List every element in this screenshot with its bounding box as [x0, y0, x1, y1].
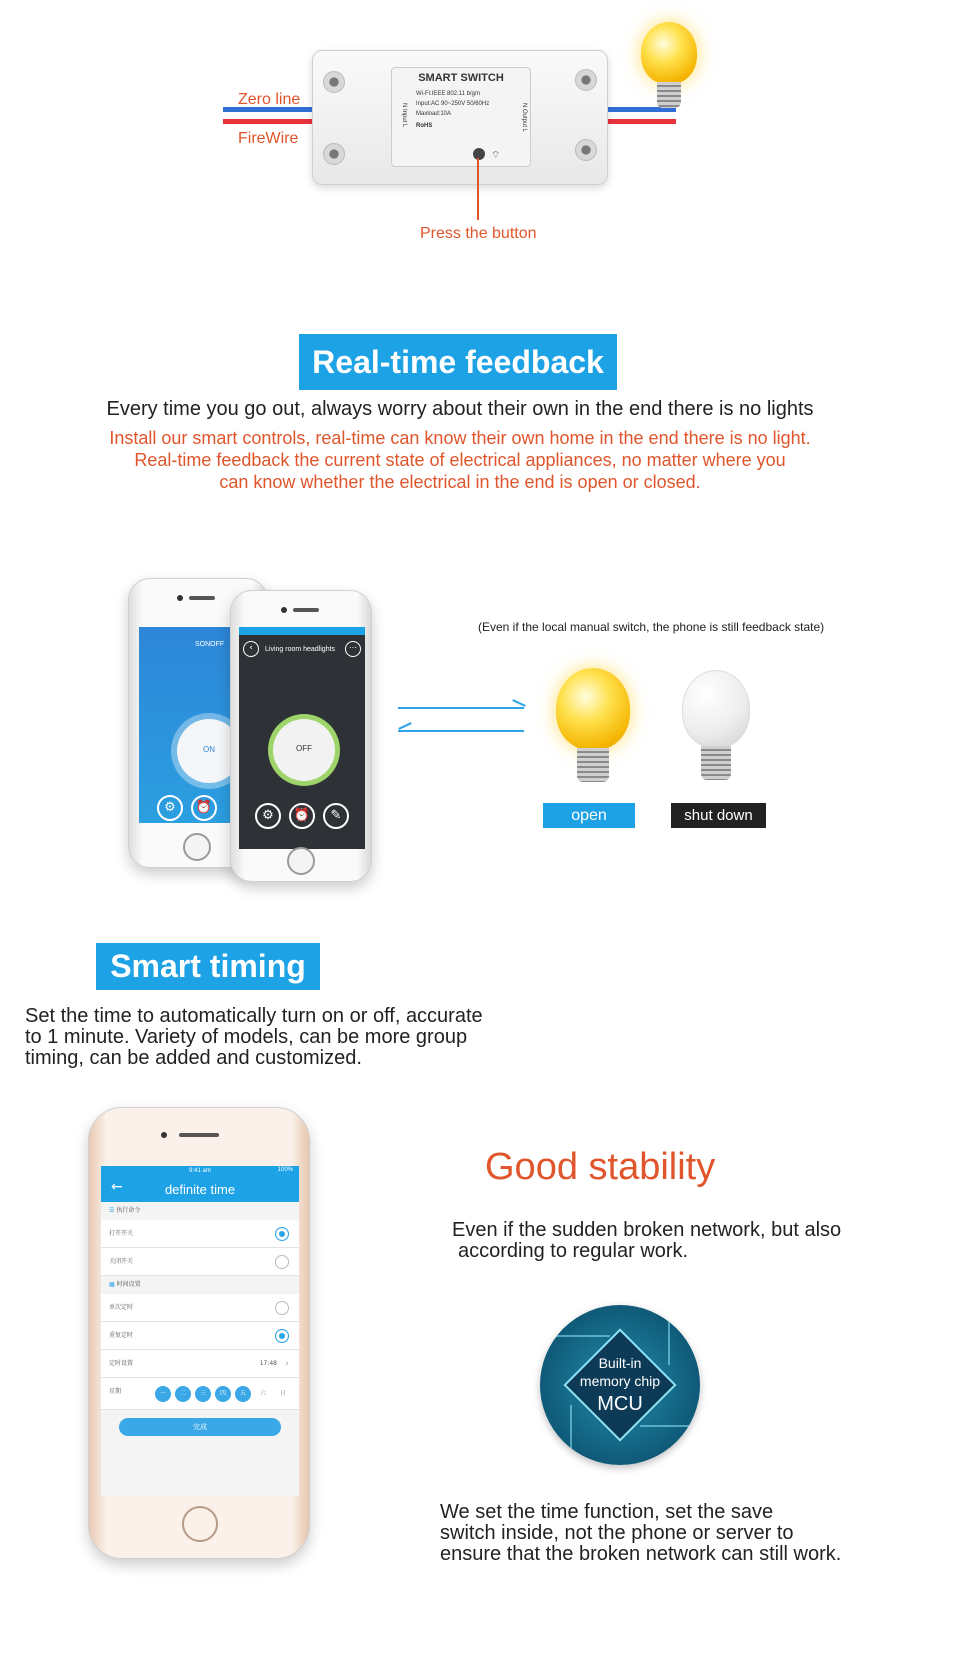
stability-line: according to regular work.: [458, 1240, 689, 1262]
timing-line: Set the time to automatically turn on or off, accurate: [25, 1005, 483, 1027]
terminal-output-label: N Output L: [521, 103, 527, 133]
stability-bottom-line: switch inside, not the phone or server to: [440, 1522, 794, 1544]
list-item[interactable]: [101, 1248, 299, 1276]
day-chip[interactable]: 六: [255, 1386, 271, 1402]
app-title: Living room headlights: [265, 646, 336, 653]
back-arrow-icon[interactable]: ←: [111, 1179, 123, 1195]
settings-icon[interactable]: ⚙: [157, 795, 183, 821]
light-bulb-off-icon: [682, 670, 750, 748]
phone-timing: [88, 1107, 310, 1559]
bulb-base-icon: [657, 82, 681, 108]
rohs-mark: RoHS: [416, 123, 433, 129]
power-toggle[interactable]: [273, 719, 335, 781]
wifi-icon: ⌔: [491, 150, 501, 161]
device-brand: SMART SWITCH: [418, 72, 504, 84]
stability-bottom-line: ensure that the broken network can still work.: [440, 1543, 842, 1565]
section-header: [101, 1202, 299, 1220]
feedback-line: Install our smart controls, real-time can know their own home in the end there is no light.: [109, 428, 811, 448]
bulb-base-icon: [577, 748, 609, 782]
row-label: 打开开关: [109, 1230, 134, 1237]
device-spec-line: Maxload:10A: [416, 111, 452, 117]
app-header: [101, 1176, 299, 1202]
fire-wire-label: FireWire: [238, 130, 299, 147]
phone-front: [230, 590, 372, 882]
more-icon[interactable]: ⋯: [345, 641, 361, 657]
speaker-icon: [179, 1133, 219, 1137]
calendar-icon: ▦: [109, 1281, 115, 1288]
section-label: 时间设置: [116, 1281, 141, 1288]
app-title: SONOFF: [195, 641, 225, 648]
terminal-input-label: N Input L: [401, 103, 407, 128]
light-bulb-on-icon: [556, 668, 630, 750]
list-item[interactable]: [101, 1294, 299, 1322]
radio-on[interactable]: [275, 1227, 289, 1241]
smart-switch-device: [312, 50, 608, 185]
open-badge: open: [543, 803, 635, 828]
fire-wire-out: [606, 119, 676, 124]
stability-bottom-line: We set the time function, set the save: [440, 1501, 774, 1523]
power-toggle-label: OFF: [296, 744, 312, 753]
chip-text: MCU: [597, 1393, 643, 1415]
list-item[interactable]: [101, 1322, 299, 1350]
list-item[interactable]: [101, 1220, 299, 1248]
fire-wire: [223, 119, 315, 124]
list-item[interactable]: [101, 1378, 299, 1410]
press-pointer-line: [477, 158, 479, 220]
phone-front-screen: [239, 627, 365, 849]
feedback-title: Real-time feedback: [299, 334, 617, 390]
status-battery: 100%: [277, 1167, 293, 1173]
arrow-left-line: [398, 730, 524, 732]
done-button[interactable]: 完成: [119, 1418, 281, 1436]
home-button[interactable]: [287, 847, 315, 875]
status-bar: [239, 627, 365, 635]
speaker-icon: [189, 596, 215, 600]
day-chip[interactable]: 日: [275, 1386, 291, 1402]
home-button[interactable]: [182, 1506, 218, 1542]
list-icon: ☰: [109, 1207, 115, 1214]
app-header-title: definite time: [164, 1182, 236, 1197]
radio-once[interactable]: [275, 1301, 289, 1315]
pair-button[interactable]: [473, 148, 485, 160]
timing-line: timing, can be added and customized.: [25, 1047, 362, 1069]
back-icon[interactable]: ‹: [243, 641, 259, 657]
shut-down-badge: shut down: [671, 803, 766, 828]
timing-line: to 1 minute. Variety of models, can be more group: [25, 1026, 468, 1048]
alarm-icon[interactable]: ⏰: [289, 803, 315, 829]
stability-line: Even if the sudden broken network, but also: [452, 1219, 842, 1241]
feedback-intro: Every time you go out, always worry about their own in the end there is no lights: [106, 398, 814, 420]
settings-icon[interactable]: ⚙: [255, 803, 281, 829]
day-chip[interactable]: 一: [155, 1386, 171, 1402]
status-time: 9:41 am: [189, 1168, 211, 1174]
camera-icon: [177, 595, 183, 601]
feedback-line: can know whether the electrical in the end is open or closed.: [219, 472, 701, 492]
section-header: [101, 1276, 299, 1294]
light-bulb-on-icon: [641, 22, 697, 84]
tag-icon[interactable]: ✎: [323, 803, 349, 829]
chip-text: Built-in: [598, 1355, 642, 1371]
day-chip[interactable]: 四: [215, 1386, 231, 1402]
row-label: 定时设置: [109, 1360, 134, 1367]
zero-line-label: Zero line: [238, 91, 301, 108]
row-label: 关闭开关: [109, 1258, 134, 1265]
feedback-note: (Even if the local manual switch, the phone is still feedback state): [478, 620, 825, 634]
speaker-icon: [293, 608, 319, 612]
status-bar: [101, 1166, 299, 1176]
list-item[interactable]: [101, 1350, 299, 1378]
radio-off[interactable]: [275, 1255, 289, 1269]
day-chip[interactable]: 五: [235, 1386, 251, 1402]
arrow-left-head: [398, 722, 412, 730]
time-value: 17:48: [259, 1360, 277, 1367]
circuit-trace: [640, 1425, 695, 1427]
device-spec-line: Wi-Fi:IEEE 802.11 b/g/n: [416, 91, 480, 97]
screw-icon: [323, 71, 345, 93]
arrow-right-line: [398, 707, 524, 709]
alarm-icon[interactable]: ⏰: [191, 795, 217, 821]
camera-icon: [281, 607, 287, 613]
camera-icon: [161, 1132, 167, 1138]
power-toggle-label: ON: [203, 745, 215, 754]
day-chip[interactable]: 二: [175, 1386, 191, 1402]
stability-title: Good stability: [485, 1146, 716, 1188]
screw-icon: [575, 139, 597, 161]
home-button[interactable]: [183, 833, 211, 861]
day-chip[interactable]: 三: [195, 1386, 211, 1402]
bulb-base-icon: [701, 746, 731, 780]
row-label: 星期: [109, 1388, 122, 1395]
mcu-chip-icon: [540, 1305, 700, 1465]
radio-repeat[interactable]: [275, 1329, 289, 1343]
circuit-trace: [550, 1335, 610, 1337]
row-label: 单次定时: [109, 1304, 134, 1311]
screw-icon: [323, 143, 345, 165]
timing-screen: [101, 1166, 299, 1496]
chevron-right-icon: ›: [285, 1359, 289, 1369]
row-label: 重复定时: [109, 1332, 134, 1339]
screw-icon: [575, 69, 597, 91]
chip-text: memory chip: [579, 1373, 661, 1389]
press-button-label: Press the button: [420, 225, 537, 242]
timing-title: Smart timing: [96, 943, 320, 990]
device-spec-line: Input:AC 90~250V 50/60Hz: [416, 101, 490, 107]
feedback-line: Real-time feedback the current state of electrical appliances, no matter where you: [134, 450, 786, 470]
section-label: 执行命令: [116, 1207, 141, 1214]
device-spec-label: [391, 67, 531, 167]
arrow-right-head: [512, 699, 526, 707]
